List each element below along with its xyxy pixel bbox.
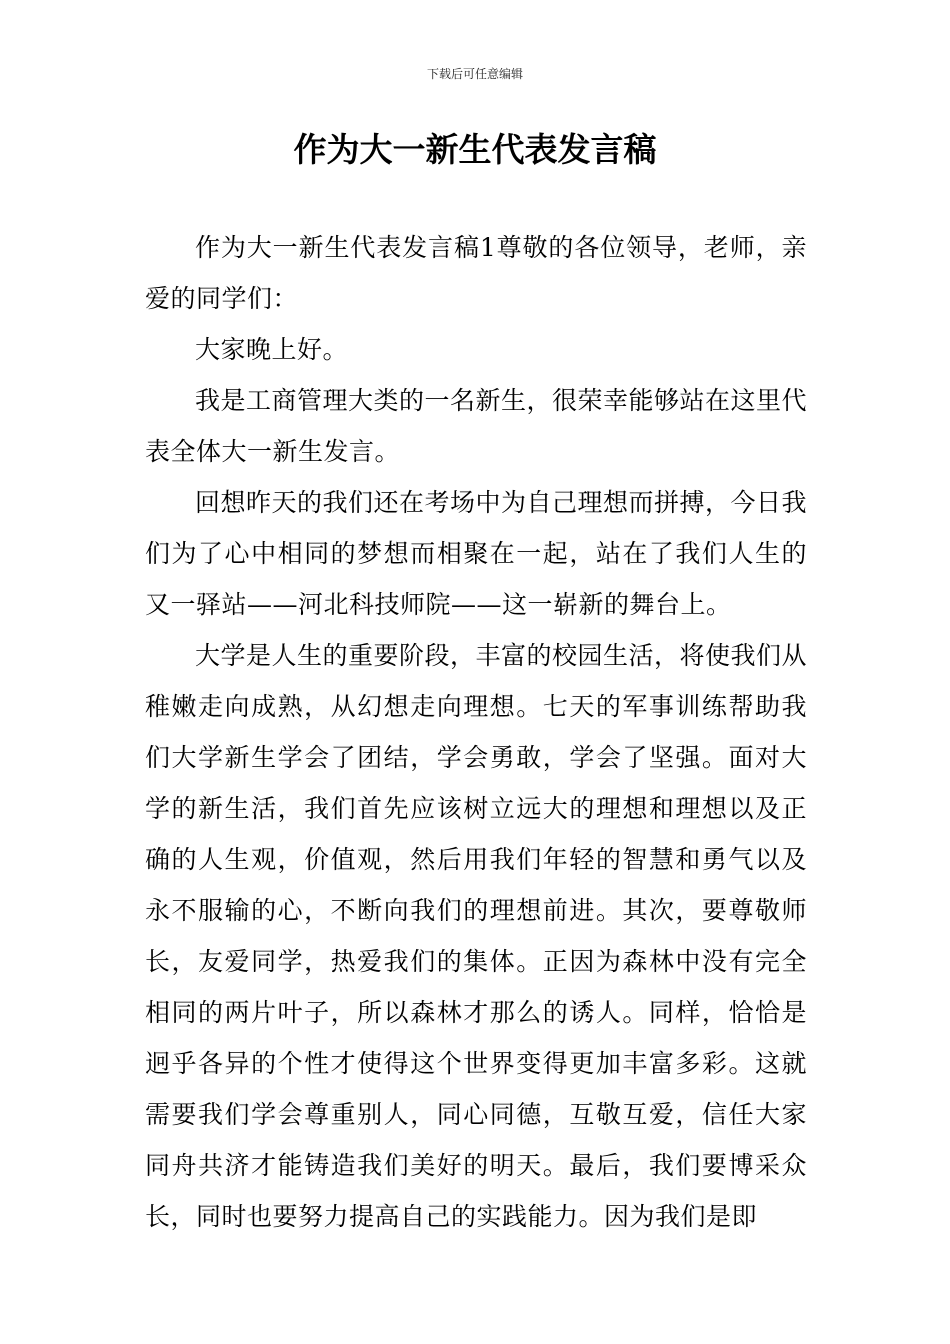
header-note: 下载后可任意编辑 <box>426 67 523 81</box>
paragraph: 我是工商管理大类的一名新生，很荣幸能够站在这里代表全体大一新生发言。 <box>145 386 808 466</box>
paragraph: 回想昨天的我们还在考场中为自己理想而拼搏，今日我们为了心中相同的梦想而相聚在一起，站在了我们人生的又一驿站——河北科技师院——这一崭新的舞台上。 <box>145 488 808 619</box>
document-body <box>145 222 807 1242</box>
page-title: 作为大一新生代表发言稿 <box>293 130 657 169</box>
paragraph: 大学是人生的重要阶段，丰富的校园生活，将使我们从稚嫩走向成熟，从幻想走向理想。七天的军事训练帮助我们大学新生学会了团结，学会勇敢，学会了坚强。面对大学的新生活，我们首先应该树立远大的理想和理想以及正确的人生观，价值观，然后用我们年轻的智慧和勇气以及永不服输的心，不断向我们的理想前进。其次，要尊敬师长，友爱同学，热爱我们的集体。正因为森林中没有完全相同的两片叶子，所以森林才那么的诱人。同样，恰恰是迥乎各异的个性才使得这个世界变得更加丰富多彩。这就需要我们学会尊重别人，同心同德，互敬互爱，信任大家同舟共济才能铸造我们美好的明天。最后，我们要博采众长，同时也要努力提高自己的实践能力。因为我们是即 <box>145 641 808 1231</box>
paragraph: 作为大一新生代表发言稿1尊敬的各位领导，老师，亲爱的同学们： <box>145 233 807 313</box>
paragraph: 大家晚上好。 <box>195 335 349 364</box>
